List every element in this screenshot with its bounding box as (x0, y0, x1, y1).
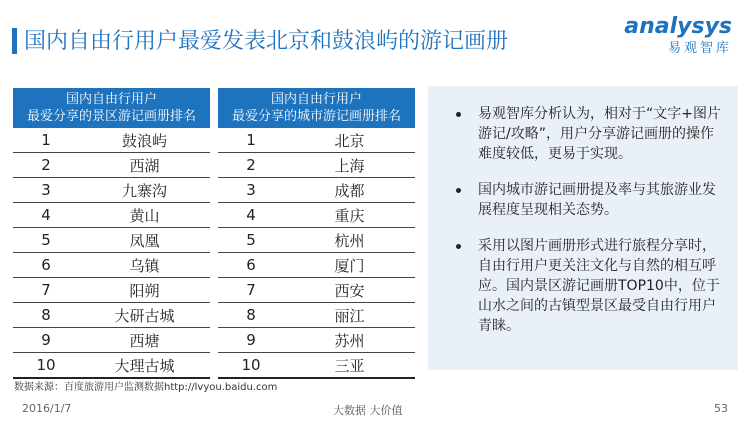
city-row (218, 153, 415, 178)
bullet-dot-icon (456, 188, 461, 193)
analysis-box (428, 86, 738, 370)
city-name: 杭州 (284, 228, 415, 253)
city-row (218, 203, 415, 228)
city-name: 成都 (284, 178, 415, 203)
scenic-row (13, 353, 210, 379)
scenic-name: 九寨沟 (79, 178, 210, 203)
city-name: 丽江 (284, 303, 415, 328)
scenic-rank: 2 (13, 153, 79, 178)
scenic-rank: 3 (13, 178, 79, 203)
scenic-row (13, 153, 210, 178)
city-rank: 8 (218, 303, 284, 328)
footer-date: 2016/1/7 (22, 402, 72, 415)
analysis-bullet-text: 采用以图片画册形式进行旅程分享时，自由行用户更关注文化与自然的相互呼应。国内景区游记画册TOP10中，位于山水之间的古镇型景区最受自由行用户青睐。 (478, 238, 720, 334)
city-row (218, 253, 415, 278)
scenic-name: 阳朔 (79, 278, 210, 303)
footer-slogan: 大数据 大价值 (333, 404, 403, 417)
city-rank: 5 (218, 228, 284, 253)
scenic-row (13, 228, 210, 253)
analysis-bullet (456, 104, 722, 164)
scenic-name: 凤凰 (79, 228, 210, 253)
scenic-header-line2: 最爱分享的景区游记画册排名 (26, 109, 196, 124)
city-header-line1: 国内自由行用户 (270, 92, 362, 107)
scenic-name: 西湖 (79, 153, 210, 178)
scenic-rank: 7 (13, 278, 79, 303)
city-row (218, 328, 415, 353)
city-rank: 1 (218, 128, 284, 153)
scenic-rank: 5 (13, 228, 79, 253)
scenic-rank: 10 (13, 353, 79, 379)
city-table-header (218, 88, 415, 128)
bullet-dot-icon (456, 244, 461, 249)
analysis-bullet-text: 易观智库分析认为，相对于“文字+图片游记/攻略”，用户分享游记画册的操作难度较低，更易于实现。 (478, 106, 721, 162)
scenic-row (13, 203, 210, 228)
city-rank: 2 (218, 153, 284, 178)
city-rank: 7 (218, 278, 284, 303)
analysis-bullet (456, 236, 722, 336)
city-name: 厦门 (284, 253, 415, 278)
city-row (218, 353, 415, 379)
scenic-row (13, 178, 210, 203)
scenic-rank: 8 (13, 303, 79, 328)
city-name: 三亚 (284, 353, 415, 379)
city-rank: 10 (218, 353, 284, 379)
data-source-note: 数据来源：百度旅游用户监测数据http://lvyou.baidu.com (14, 382, 278, 393)
city-rank: 4 (218, 203, 284, 228)
logo-sub-text: 易观智库 (667, 41, 732, 56)
city-row (218, 303, 415, 328)
scenic-name: 大研古城 (79, 303, 210, 328)
scenic-row (13, 328, 210, 353)
scenic-rank: 1 (13, 128, 79, 153)
analysis-bullet-text: 国内城市游记画册提及率与其旅游业发展程度呈现相关态势。 (478, 182, 716, 218)
city-name: 北京 (284, 128, 415, 153)
city-rank: 3 (218, 178, 284, 203)
city-name: 上海 (284, 153, 415, 178)
city-row (218, 228, 415, 253)
city-row (218, 178, 415, 203)
city-ranking-table (218, 88, 415, 379)
scenic-rank: 6 (13, 253, 79, 278)
scenic-header-line1: 国内自由行用户 (65, 92, 157, 107)
city-rank: 6 (218, 253, 284, 278)
city-rank: 9 (218, 328, 284, 353)
scenic-ranking-table (13, 88, 210, 379)
title-accent-bar (12, 28, 17, 54)
scenic-row (13, 128, 210, 153)
scenic-name: 西塘 (79, 328, 210, 353)
scenic-name: 鼓浪屿 (79, 128, 210, 153)
scenic-name: 黄山 (79, 203, 210, 228)
scenic-row (13, 253, 210, 278)
scenic-rank: 9 (13, 328, 79, 353)
scenic-row (13, 303, 210, 328)
city-row (218, 128, 415, 153)
brand-logo (624, 14, 732, 56)
scenic-name: 乌镇 (79, 253, 210, 278)
analysis-list (428, 86, 738, 336)
scenic-rank: 4 (13, 203, 79, 228)
city-name: 西安 (284, 278, 415, 303)
scenic-row (13, 278, 210, 303)
city-name: 苏州 (284, 328, 415, 353)
page-number: 53 (714, 402, 728, 415)
scenic-name: 大理古城 (79, 353, 210, 379)
city-name: 重庆 (284, 203, 415, 228)
scenic-table-header (13, 88, 210, 128)
city-row (218, 278, 415, 303)
logo-main-text: analysys (624, 14, 732, 39)
analysis-bullet (456, 180, 722, 220)
bullet-dot-icon (456, 112, 461, 117)
city-header-line2: 最爱分享的城市游记画册排名 (231, 109, 401, 124)
page-title: 国内自由行用户最爱发表北京和鼓浪屿的游记画册 (24, 29, 509, 54)
